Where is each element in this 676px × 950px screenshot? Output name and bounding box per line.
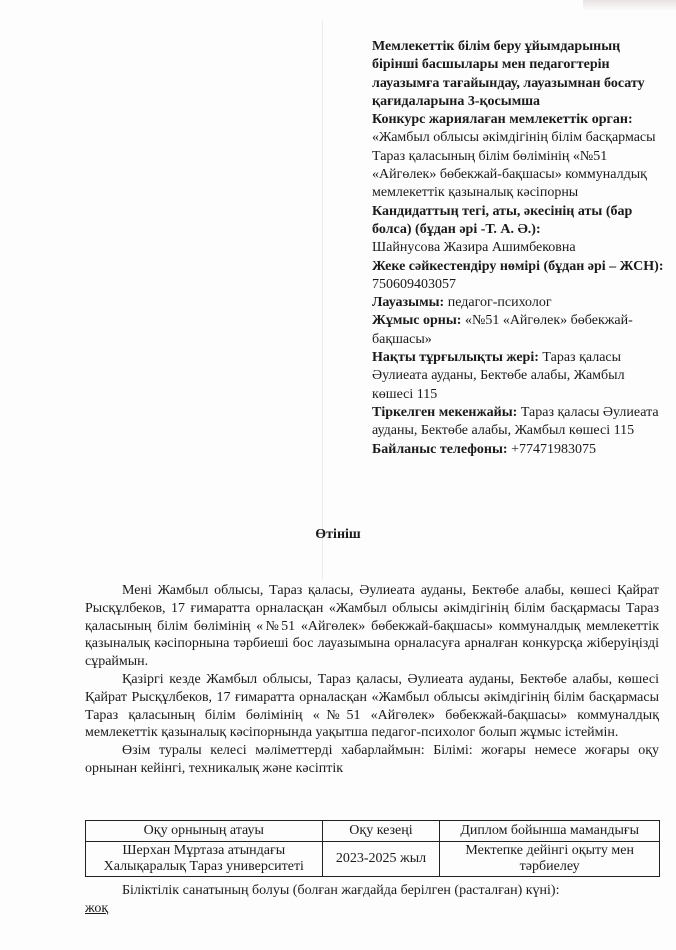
organizer-value: «Жамбыл облысы әкімдігінің білім басқармасы Тараз қаласының білім бөлімінің «№51 «Айгөлек» бөбекжай-бақшасы» коммуналдық мемлекеттік қазыналық кәсіпорны [372,130,656,201]
applicant-header [372,38,664,459]
registered-address-line [372,404,664,441]
table-row [86,842,660,877]
col-specialty: Диплом бойынша мамандығы [440,821,660,842]
qualification-text: Біліктілік санатының болуы (болған жағдайда берілген (расталған) күні): [122,883,560,898]
education-table [85,820,660,877]
qualification-value: жоқ [85,901,109,916]
phone-value: +77471983075 [507,441,596,457]
position-line [372,294,664,312]
qualification-section [85,882,659,918]
position-value: педагог-психолог [444,295,552,311]
paper-fold [322,20,323,580]
paragraph-request: Мені Жамбыл облысы, Тараз қаласы, Әулиеата ауданы, Бектөбе алабы, көшесі Қайрат Рысқұлбеков, 17 ғимаратта орналасқан «Жамбыл облысы әкімдігінің білім басқармасы Тараз қаласының білім бөлімінің «№51 «Айгөлек» бөбекжай-бақшасы» коммуналдық мемлекеттік қазыналық кәсіпорнына тәрбиеші бос лауазымына орналасуға арналған конкурсқа жіберуіңізді сұраймын. [85,583,659,670]
position-label: Лауазымы: [372,295,445,311]
iin-value: 750609403057 [372,276,456,292]
residence-label: Нақты тұрғылықты жері: [372,350,539,366]
application-body [85,582,659,778]
iin-label: Жеке сәйкестендіру нөмірі (бұдан әрі – ЖСН): [372,258,664,274]
workplace-label: Жұмыс орны: [372,313,462,329]
cell-specialty: Мектепке дейінгі оқыту мен тәрбиелеу [440,842,660,877]
organizer-label: Конкурс жариялаған мемлекеттік орган: [372,112,633,128]
col-institution: Оқу орнының атауы [86,821,323,842]
cell-period: 2023-2025 жыл [322,842,440,877]
scan-edge [583,0,676,10]
table-header-row [86,821,660,842]
phone-label: Байланыс телефоны: [372,441,508,457]
paragraph-current-employment: Қазіргі кезде Жамбыл облысы, Тараз қаласы, Әулиеата ауданы, Бектөбе алабы, көшесі Қайрат Рысқұлбеков, 17 ғимаратта орналасқан «Жамбыл облысы әкімдігінің білім басқармасы Тараз қаласының білім бөлімінің «№51 «Айгөлек» бөбекжай-бақшасы» коммуналдық мемлекеттік қазыналық кәсіпорнында уақытша педагог-психолог болып жұмыс істеймін. [85,671,659,741]
col-period: Оқу кезеңі [322,821,440,842]
residence-line [372,349,664,404]
document-title: Өтініш [315,527,361,542]
workplace-value: «№51 «Айгөлек» бөбекжай-бақшасы» [372,313,633,347]
candidate-name-value: Шайнусова Жазира Ашимбековна [372,240,576,256]
organizer-line [372,111,664,202]
phone-line [372,441,664,459]
iin-line [372,258,664,295]
workplace-line [372,312,664,349]
cell-institution: Шерхан Мұртаза атындағы Халықаралық Тараз университеті [86,842,323,877]
residence-value: Тараз қаласы Әулиеата ауданы, Бектөбе алабы, Жамбыл көшесі 115 [372,350,625,402]
registered-address-value: Тараз қаласы Әулиеата ауданы, Бектөбе алабы, Жамбыл көшесі 115 [372,404,659,439]
candidate-name-label: Кандидаттың тегі, аты, әкесінің аты (бар болса) (бұдан әрі -Т. А. Ә.): [372,203,633,237]
registered-address-label: Тіркелген мекенжайы: [372,404,518,420]
annex-reference: Мемлекеттік білім беру ұйымдарының бірінші басшылары мен педагогтерін лауазымға тағайындау, лауазымнан босату қағидаларына 3-қосымша [372,39,645,109]
paragraph-education-intro: Өзім туралы келесі мәліметтерді хабарлаймын: Білімі: жоғары немесе жоғары оқу орнынан кейінгі, техникалық және кәсіптік [85,743,659,776]
